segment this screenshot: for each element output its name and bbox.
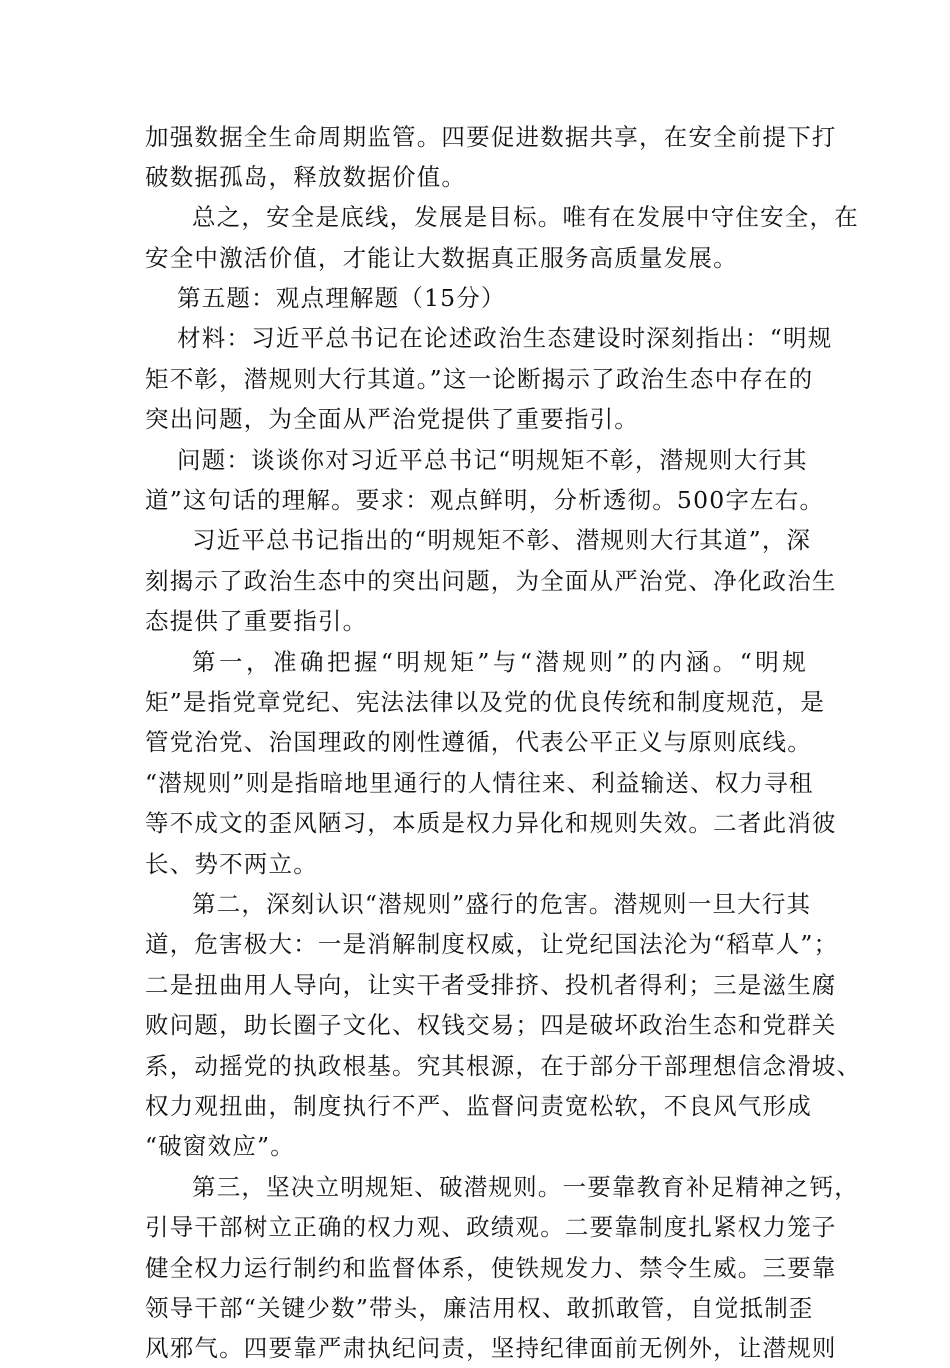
text-line: 长、势不两立。 xyxy=(145,850,318,878)
text-line: 道，危害极大：一是消解制度权威，让党纪国法沦为“稻草人”； xyxy=(145,930,839,958)
text-line: 破数据孤岛，释放数据价值。 xyxy=(145,163,467,191)
text-line: 总之，安全是底线，发展是目标。唯有在发展中守住安全，在 xyxy=(192,203,859,231)
text-line: “潜规则”则是指暗地里通行的人情往来、利益输送、权力寻租 xyxy=(145,769,814,797)
text-line: 矩不彰，潜规则大行其道。”这一论断揭示了政治生态中存在的 xyxy=(145,365,814,393)
text-line: 道”这句话的理解。要求：观点鲜明，分析透彻。500字左右。 xyxy=(145,486,825,514)
text-line: 引导干部树立正确的权力观、政绩观。二要靠制度扎紧权力笼子 xyxy=(145,1213,837,1241)
text-line: 态提供了重要指引。 xyxy=(145,607,368,635)
text-line: 问题：谈谈你对习近平总书记“明规矩不彰，潜规则大行其 xyxy=(177,446,808,474)
text-line: 安全中激活价值，才能让大数据真正服务高质量发展。 xyxy=(145,244,738,272)
text-line: 第三，坚决立明规矩、破潜规则。一要靠教育补足精神之钙， xyxy=(192,1173,859,1201)
text-line: 第二，深刻认识“潜规则”盛行的危害。潜规则一旦大行其 xyxy=(192,890,812,918)
text-line: 领导干部“关键少数”带头，廉洁用权、敢抓敢管，自觉抵制歪 xyxy=(145,1294,814,1322)
text-line: 加强数据全生命周期监管。四要促进数据共享，在安全前提下打 xyxy=(145,123,837,151)
text-line: 健全权力运行制约和监督体系，使铁规发力、禁令生威。三要靠 xyxy=(145,1254,837,1282)
text-line: 突出问题，为全面从严治党提供了重要指引。 xyxy=(145,405,639,433)
text-line: 第一，准确把握“明规矩”与“潜规则”的内涵。“明规 xyxy=(192,648,807,676)
text-line: 败问题，助长圈子文化、权钱交易；四是破坏政治生态和党群关 xyxy=(145,1011,837,1039)
text-line: 刻揭示了政治生态中的突出问题，为全面从严治党、净化政治生 xyxy=(145,567,837,595)
text-line: 风邪气。四要靠严肃执纪问责，坚持纪律面前无例外，让潜规则 xyxy=(145,1334,837,1362)
text-line: 系，动摇党的执政根基。究其根源，在于部分干部理想信念滑坡、 xyxy=(145,1052,862,1080)
section-heading: 第五题：观点理解题（15分） xyxy=(177,284,506,312)
text-line: 材料：习近平总书记在论述政治生态建设时深刻指出：“明规 xyxy=(177,324,833,352)
text-line: 二是扭曲用人导向，让实干者受排挤、投机者得利；三是滋生腐 xyxy=(145,971,837,999)
text-line: 习近平总书记指出的“明规矩不彰、潜规则大行其道”，深 xyxy=(192,526,812,554)
text-line: 管党治党、治国理政的刚性遵循，代表公平正义与原则底线。 xyxy=(145,728,812,756)
text-line: 等不成文的歪风陋习，本质是权力异化和规则失效。二者此消彼 xyxy=(145,809,837,837)
text-line: 矩”是指党章党纪、宪法法律以及党的优良传统和制度规范，是 xyxy=(145,688,826,716)
text-line: “破窗效应”。 xyxy=(145,1132,295,1160)
text-line: 权力观扭曲，制度执行不严、监督问责宽松软，不良风气形成 xyxy=(145,1092,812,1120)
